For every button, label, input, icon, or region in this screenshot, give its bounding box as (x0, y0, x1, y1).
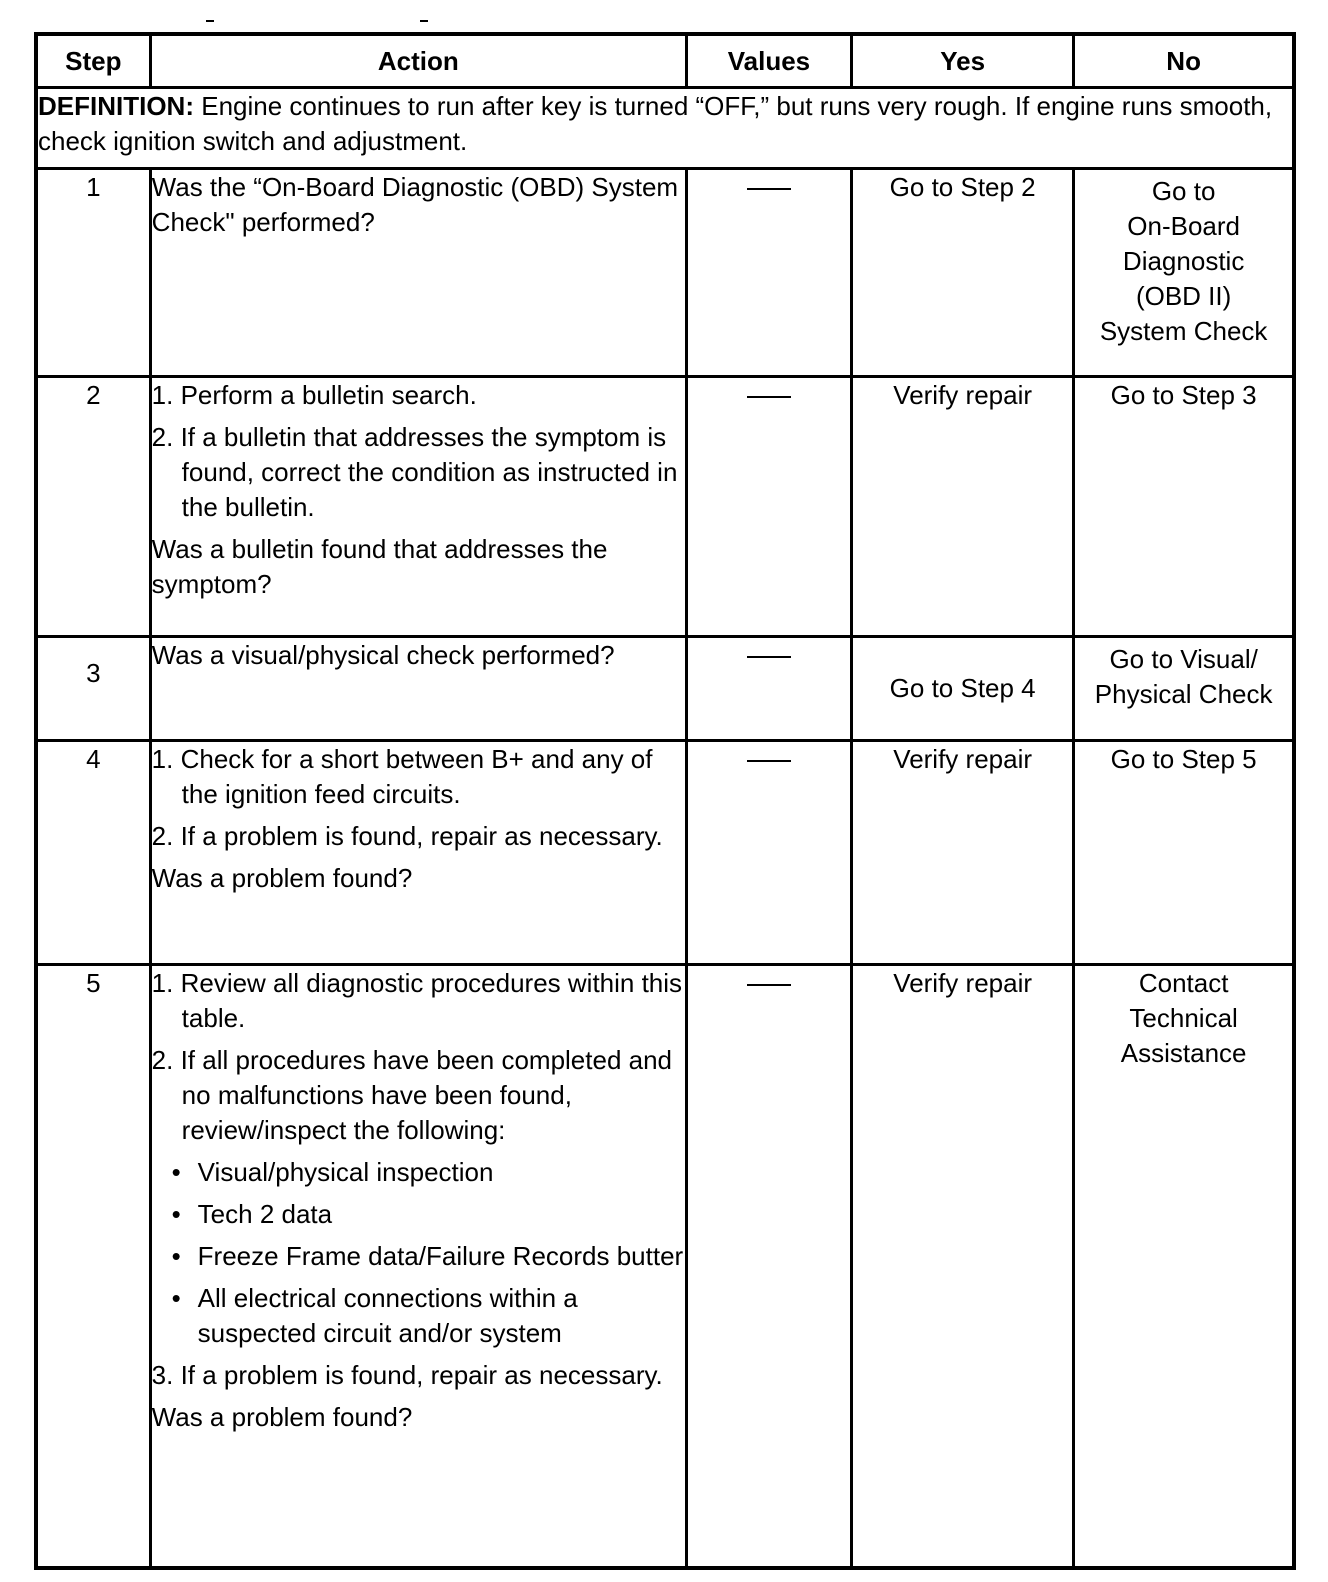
values-cell (686, 377, 851, 637)
step-number: 1 (36, 169, 150, 377)
values-cell (686, 637, 851, 741)
no-cell: Go to Step 5 (1074, 741, 1294, 965)
table-row (36, 637, 1294, 741)
values-dash (747, 396, 791, 398)
no-cell (1074, 965, 1294, 1569)
no-text: Go to On-Board Diagnostic (OBD II) System Check (1099, 176, 1268, 346)
header-values: Values (686, 34, 851, 88)
table-row (36, 377, 1294, 637)
action-item: 3. If a problem is found, repair as necessary. (151, 1360, 663, 1390)
values-cell (686, 741, 851, 965)
action-bullet: • All electrical connections within a suspected circuit and/or system (171, 1283, 578, 1348)
table-row (36, 741, 1294, 965)
yes-cell: Go to Step 4 (852, 637, 1074, 741)
step-number: 5 (36, 965, 150, 1569)
diagnostic-table (34, 32, 1296, 1570)
table-row (36, 965, 1294, 1569)
scan-mark-left (206, 20, 214, 22)
header-action: Action (150, 34, 686, 88)
definition-text: Engine continues to run after key is turned “OFF,” but runs very rough. If engine runs smooth, check ignition switch and adjustment. (38, 91, 1273, 156)
action-cell (150, 169, 686, 377)
action-question: Was a bulletin found that addresses the symptom? (151, 534, 608, 599)
no-text: Contact Technical Assistance (1120, 968, 1247, 1068)
action-bullet: • Freeze Frame data/Failure Records butter (171, 1241, 684, 1271)
definition-label: DEFINITION: (38, 91, 194, 121)
action-cell (150, 965, 686, 1569)
action-cell (150, 377, 686, 637)
definition-row (36, 88, 1294, 169)
action-question: Was a problem found? (151, 1402, 413, 1432)
action-item: 2. If all procedures have been completed and no malfunctions have been found, review/inspect the following: (151, 1045, 673, 1145)
table-row (36, 169, 1294, 377)
action-cell (150, 637, 686, 741)
yes-cell: Go to Step 2 (852, 169, 1074, 377)
action-cell (150, 741, 686, 965)
step-number: 4 (36, 741, 150, 965)
values-dash (747, 760, 791, 762)
header-row (36, 34, 1294, 88)
values-dash (747, 656, 791, 658)
definition-cell (36, 88, 1294, 169)
action-item: 1. Review all diagnostic procedures within this table. (151, 968, 683, 1033)
action-bullet: • Tech 2 data (171, 1199, 333, 1229)
action-bullet: • Visual/physical inspection (171, 1157, 494, 1187)
step-number: 2 (36, 377, 150, 637)
action-item: 1. Perform a bulletin search. (151, 380, 477, 410)
header-yes: Yes (852, 34, 1074, 88)
values-dash (747, 984, 791, 986)
values-dash (747, 188, 791, 190)
values-cell (686, 965, 851, 1569)
yes-cell: Verify repair (852, 965, 1074, 1569)
no-cell (1074, 169, 1294, 377)
yes-cell: Verify repair (852, 377, 1074, 637)
no-cell: Go to Step 3 (1074, 377, 1294, 637)
step-number: 3 (36, 637, 150, 741)
values-cell (686, 169, 851, 377)
no-cell (1074, 637, 1294, 741)
action-item: 1. Check for a short between B+ and any of the ignition feed circuits. (151, 744, 653, 809)
action-item: 2. If a bulletin that addresses the symptom is found, correct the condition as instructed in the bulletin. (151, 422, 678, 522)
header-step: Step (36, 34, 150, 88)
no-text: Go to Visual/ Physical Check (1094, 644, 1273, 709)
action-question: Was a visual/physical check performed? (151, 640, 615, 670)
action-item: 2. If a problem is found, repair as necessary. (151, 821, 663, 851)
yes-cell: Verify repair (852, 741, 1074, 965)
action-question: Was the “On-Board Diagnostic (OBD) System Check" performed? (151, 172, 679, 237)
scan-mark-right (420, 20, 428, 22)
action-question: Was a problem found? (151, 863, 413, 893)
header-no: No (1074, 34, 1294, 88)
